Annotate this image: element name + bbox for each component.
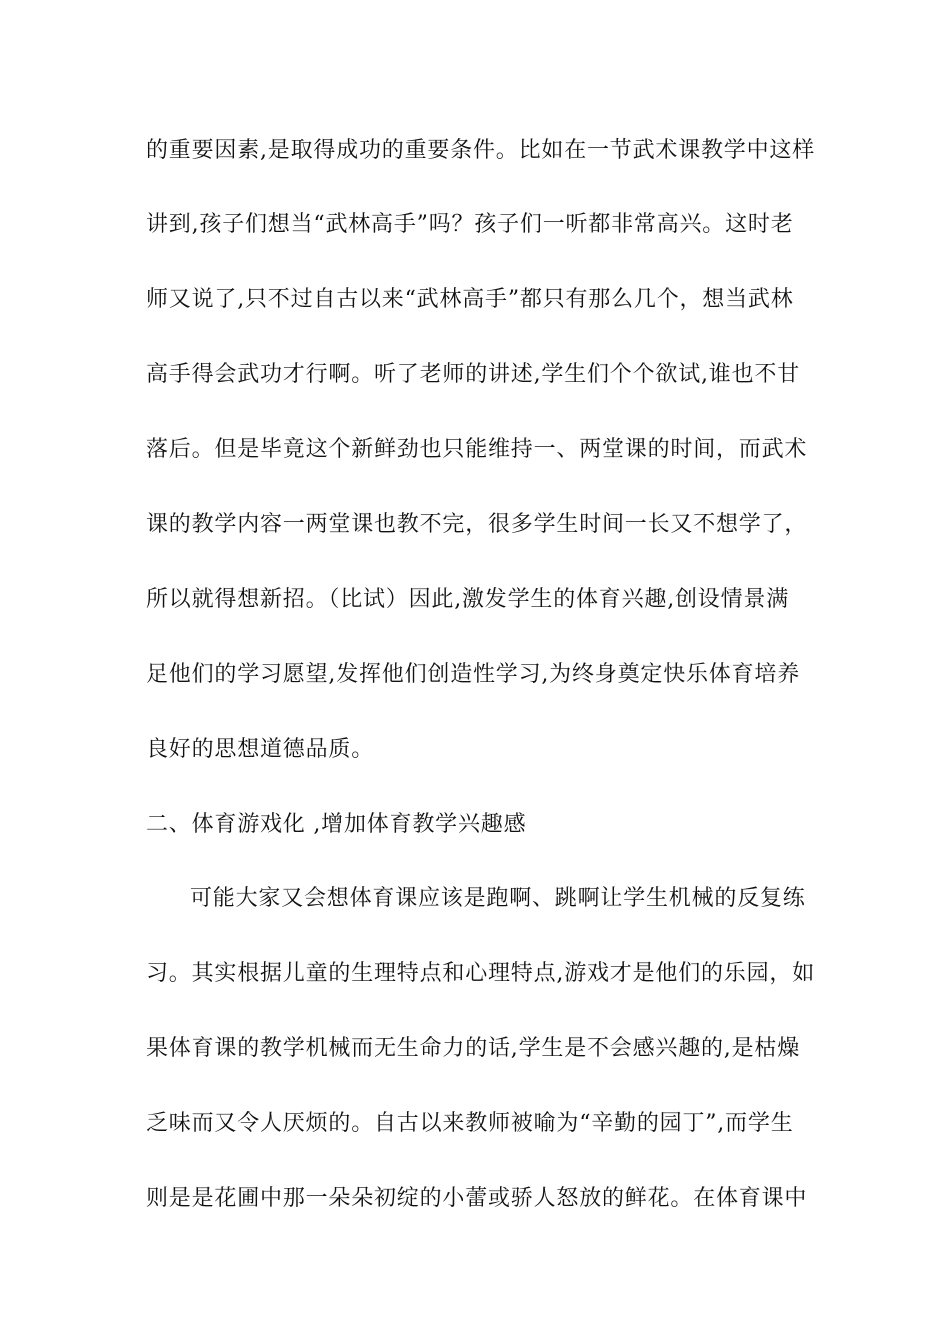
text-line: 的重要因素,是取得成功的重要条件。比如在一节武术课教学中这样 [146, 138, 815, 163]
text-line: 师又说了,只不过自古以来“武林高手”都只有那么几个，想当武林 [146, 287, 794, 312]
text-line: 足他们的学习愿望,发挥他们创造性学习,为终身奠定快乐体育培养 [146, 662, 800, 687]
text-line: 所以就得想新招。（比试）因此,激发学生的体育兴趣,创设情景满 [146, 587, 789, 612]
text-line: 落后。但是毕竟这个新鲜劲也只能维持一、两堂课的时间，而武术 [146, 437, 808, 462]
text-line: 果体育课的教学机械而无生命力的话,学生是不会感兴趣的,是枯燥 [146, 1036, 800, 1061]
text-line: 乏味而又令人厌烦的。自古以来教师被喻为“辛勤的园丁”,而学生 [146, 1111, 794, 1136]
text-line: 可能大家又会想体育课应该是跑啊、跳啊让学生机械的反复练 [190, 886, 806, 911]
text-line: 课的教学内容一两堂课也教不完，很多学生时间一长又不想学了， [146, 512, 808, 537]
text-line: 高手得会武功才行啊。听了老师的讲述,学生们个个欲试,谁也不甘 [146, 362, 800, 387]
text-line: 则是是花圃中那一朵朵初绽的小蕾或骄人怒放的鲜花。在体育课中 [146, 1186, 808, 1211]
text-line: 良好的思想道德品质。 [146, 737, 375, 762]
text-line: 讲到,孩子们想当“武林高手”吗？孩子们一听都非常高兴。这时老 [146, 212, 794, 237]
section-heading: 二、体育游戏化 ,增加体育教学兴趣感 [146, 812, 527, 837]
text-line: 习。其实根据儿童的生理特点和心理特点,游戏才是他们的乐园，如 [146, 961, 815, 986]
